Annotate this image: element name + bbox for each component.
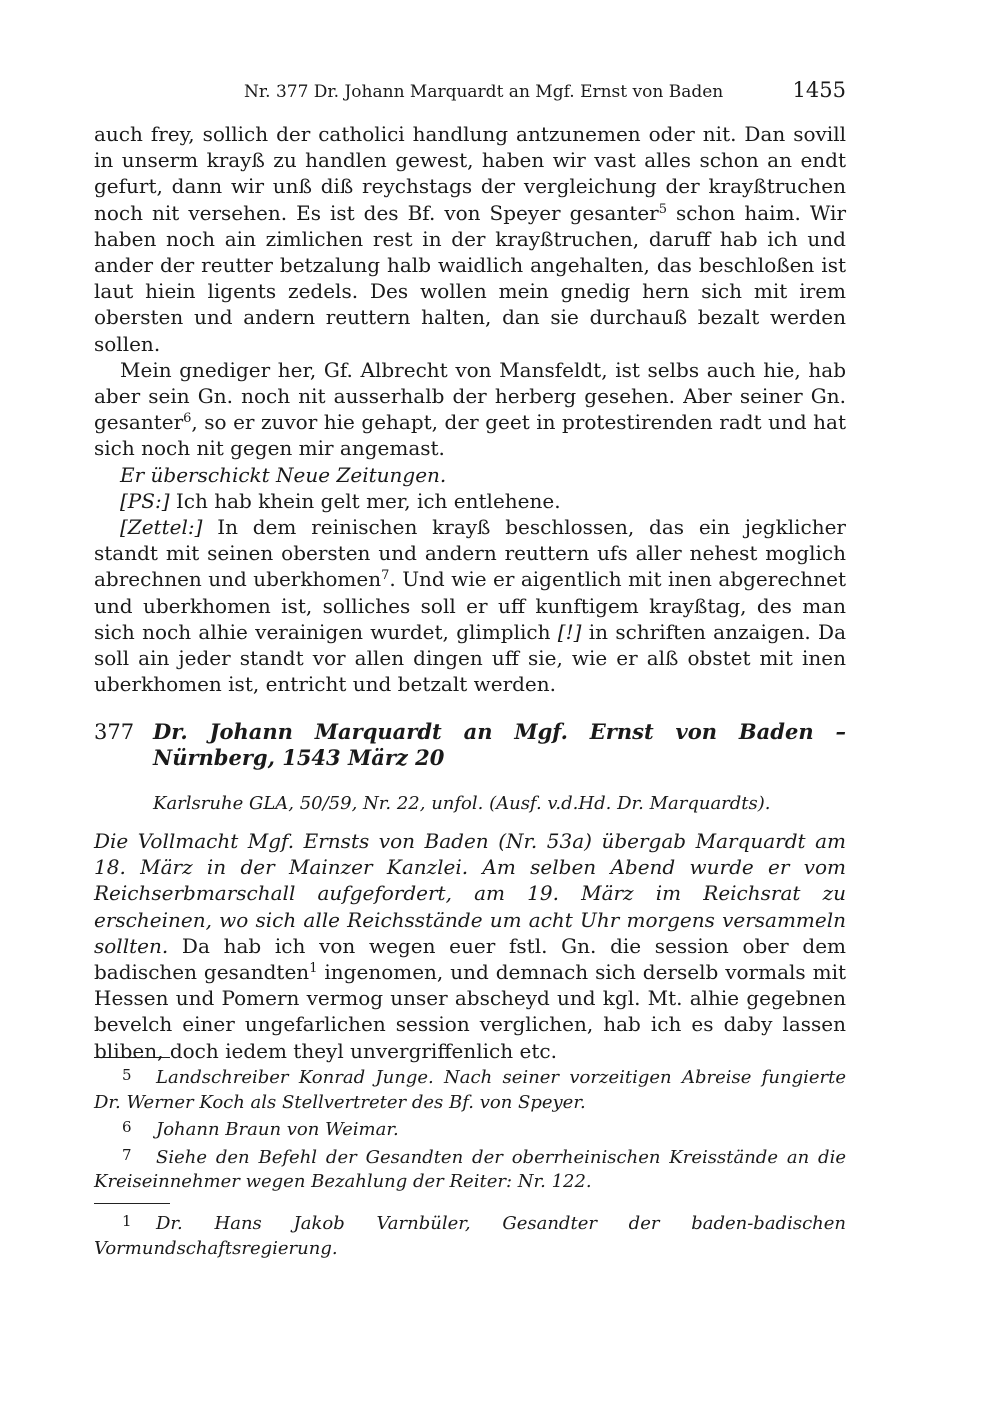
document-body <box>94 828 846 1064</box>
running-title: Nr. 377 Dr. Johann Marquardt an Mgf. Ernst von Baden <box>244 82 724 102</box>
editorial-note: Er überschickt Neue Zeitungen. <box>120 462 447 487</box>
source-citation: Karlsruhe GLA, 50/59, Nr. 22, unfol. (Ausf. v.d.Hd. Dr. Marquardts). <box>153 793 771 814</box>
postscript-text: Ich hab khein gelt mer, ich entlehene. <box>169 488 561 513</box>
footnote-ref-5: 5 <box>658 201 668 217</box>
paragraph-1-text-b: schon haim. Wir haben noch ain zimlichen rest in der krayßtruchen, daruff hab ich und ander der reutter betzalung halb waidlich angehalten, das beschloßen ist laut hiein ligents zedels. Des wollen mein gnedig hern sich mit irem obersten und andern reuttern halten, dan sie durchauß bezalt werden sollen. <box>94 200 847 356</box>
zettel-label: [Zettel:] <box>120 515 203 540</box>
editorial-summary: Die Vollmacht Mgf. Ernsts von Baden (Nr. 53a) übergab Marquardt am 18. März in der Mainzer Kanzlei. Am selben Abend wurde er vom Reichserbmarschall aufgefordert, am 19. März im Reichsrat zu erscheinen, wo sich alle Reichsstände um acht Uhr morgens versammeln sollten. <box>94 829 846 958</box>
document-title: Dr. Johann Marquardt an Mgf. Ernst von Baden – Nürnberg, 1543 März 20 <box>153 719 846 770</box>
paragraph-1 <box>94 121 846 357</box>
footnote-1 <box>94 1209 846 1261</box>
zettel-text-c: in schriften anzaigen. Da soll ain jeder standt vor allen dingen uff sie, wie er alß obstet mit inen uberkhomen ist, entricht und betzalt werden. <box>94 619 846 697</box>
footnote-rule-2 <box>94 1203 170 1204</box>
footnote-mark: 1 <box>122 1212 132 1230</box>
footnote-ref-1: 1 <box>309 961 318 977</box>
zettel-text-a: In dem reinischen krayß beschlossen, das ein jegklicher standt mit seinen obersten und andern reuttern ufs aller nehest moglich abrechnen und uberkhomen <box>94 515 846 592</box>
zettel-text-b: . Und wie er aigentlich mit inen abgerechnet und uberkhomen ist, solliches soll er uff kunftigem krayßtag, des man sich noch alhie verainigen wurdet, glimplich <box>94 567 846 644</box>
footnote-7 <box>94 1143 846 1195</box>
footnote-mark: 6 <box>122 1118 132 1136</box>
sic-mark: [!] <box>557 619 582 644</box>
postscript <box>94 488 846 514</box>
footnote-5 <box>94 1063 846 1115</box>
footnote-ref-6: 6 <box>183 411 192 427</box>
footnotes-previous <box>94 1063 846 1195</box>
document-paragraph <box>94 828 846 1064</box>
paragraph-1-text-a: auch frey, sollich der catholici handlung antzunemen oder nit. Dan sovill in unserm krayß zu handlen gewest, haben wir vast alles schon an endt gefurt, dann wir unß diß reychstags der vergleichung der krayßtruchen noch nit versehen. Es ist des Bf. von Speyer gesanter <box>94 122 846 225</box>
footnote-text: Siehe den Befehl der Gesandten der oberrheinischen Kreisstände an die Kreiseinnehmer wegen Bezahlung der Reiter: Nr. 122. <box>94 1146 846 1192</box>
zettel <box>94 514 846 697</box>
footnote-text: Landschreiber Konrad Junge. Nach seiner vorzeitigen Abreise fungierte Dr. Werner Koch als Stellvertreter des Bf. von Speyer. <box>94 1067 846 1113</box>
page-number: 1455 <box>792 78 846 102</box>
footnote-6 <box>94 1115 846 1143</box>
paragraph-2-text-b: , so er zuvor hie gehapt, der geet in protestirenden radt und hat sich noch nit gegen mir angemast. <box>94 410 846 461</box>
footnote-text: Johann Braun von Weimar. <box>156 1119 399 1140</box>
footnote-mark: 7 <box>122 1145 132 1164</box>
document-number: 377 <box>94 720 135 744</box>
continued-letter-text <box>94 121 846 697</box>
footnote-text: Dr. Hans Jakob Varnbüler, Gesandter der baden-badischen Vormundschaftsregierung. <box>94 1213 846 1259</box>
footnote-ref-7: 7 <box>381 568 390 584</box>
paragraph-2-text-a: Mein gnediger her, Gf. Albrecht von Mansfeldt, ist selbs auch hie, hab aber sein Gn. noch nit ausserhalb der herberg gesehen. Aber seiner Gn. gesanter <box>94 357 846 435</box>
footnotes-document <box>94 1209 846 1261</box>
footnote-mark: 5 <box>122 1066 132 1084</box>
document-heading <box>94 719 846 771</box>
document-text-b: ingenomen, und demnach sich derselb vormals mit Hessen und Pomern vermog unser abscheyd und kgl. Mt. alhie gegebnen bevelch einer ungefarlichen session verglichen, hab ich es daby lassen bliben, doch iedem theyl unvergriffenlich etc. <box>94 960 846 1063</box>
document-text-a: Da hab ich von wegen euer fstl. Gn. die session ober dem badischen gesandten <box>94 933 846 985</box>
postscript-label: [PS:] <box>120 488 170 513</box>
running-head <box>94 78 846 108</box>
paragraph-2 <box>94 357 846 462</box>
